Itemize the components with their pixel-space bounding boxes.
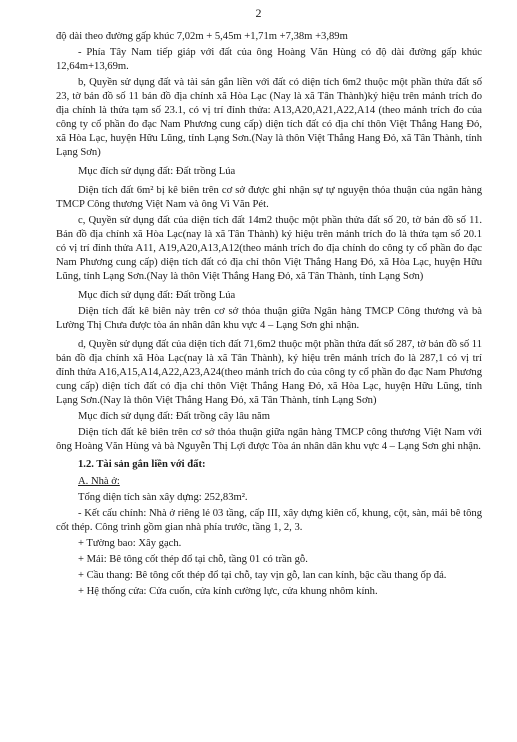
paragraph: - Kết cấu chính: Nhà ở riêng lẻ 03 tầng, cấp III, xây dựng kiên cố, khung, cột, sàn, mái bê tông cốt thép. Công trình gồm gian nhà phía trước, tầng 1, 2, 3. bbox=[56, 508, 482, 533]
paragraph: d, Quyền sử dụng đất của diện tích đất 71,6m2 thuộc một phần thửa đất số 287, tờ bản đồ số 11 bản đồ địa chính xã Hòa Lạc(nay là xã Tân Thành), ký hiệu trên mảnh trích đo là 287,1 có vị trí đỉnh thửa A16,A15,A14,A22,A23,A24(theo mảnh trích đo của công ty cổ phần đo đạc Nam Phương cung cấp) diện tích đất có địa chỉ thôn Việt Thắng Hang Đỏ, xã Hòa Lạc, huyện Hữu Lũng, tỉnh Lạng Sơn.(Nay là thôn Việt Thắng Hang Đỏ, xã Tân Thành, tỉnh Lạng Sơn) bbox=[56, 339, 482, 406]
paragraph: Diện tích đất kê biên trên cơ sở thỏa thuận giữa ngân hàng TMCP công thương Việt Nam với ông Hoàng Văn Hùng và bà Nguyễn Thị Lợi được Tòa án nhân dân khu vực 4 – Lạng Sơn ghi nhận. bbox=[56, 427, 482, 452]
paragraph: - Phía Tây Nam tiếp giáp với đất của ông Hoàng Văn Hùng có độ dài đường gấp khúc 12,64m+13,69m. bbox=[56, 47, 482, 72]
paragraph: + Hệ thống cửa: Cửa cuốn, cửa kính cường lực, cửa khung nhôm kính. bbox=[78, 586, 378, 597]
paragraph: Tổng diện tích sàn xây dựng: 252,83m². bbox=[78, 492, 248, 503]
paragraph: Diện tích đất 6m² bị kê biên trên cơ sở được ghi nhận sự tự nguyện thỏa thuận của ngân hàng TMCP Công thương Việt Nam và ông Vi Văn Pét. bbox=[56, 185, 482, 210]
paragraph: c, Quyền sử dụng đất của diện tích đất 14m2 thuộc một phần thửa đất số 20, tờ bản đồ số 11. Bản đồ địa chính xã Hòa Lạc(nay là xã Tân Thành) ký hiệu trên mảnh trích đo là thửa tạm số 20.1 có vị trí đỉnh thửa A11, A19,A20,A13,A12(theo mảnh trích đo địa chính do công ty cổ phần đo đạc Nam Phương cung cấp) diện tích đất có địa chỉ thôn Việt Thắng Hang Đỏ, xã Hòa Lạc, huyện Hữu Lũng, tỉnh Lạng Sơn.(Nay là thôn Việt Thắng Hang Đỏ, xã Tân Thành, tỉnh Lạng Sơn) bbox=[56, 215, 482, 282]
section-heading: 1.2. Tài sản gắn liền với đất: bbox=[78, 459, 206, 470]
document-body bbox=[56, 30, 482, 601]
paragraph: + Mái: Bê tông cốt thép đổ tại chỗ, tầng 01 có trần gỗ. bbox=[78, 554, 308, 565]
paragraph: b, Quyền sử dụng đất và tài sản gắn liền với đất có diện tích 6m2 thuộc một phần thửa đất số 23, tờ bản đồ số 11 bản đồ địa chính xã Hòa Lạc (Nay là xã Tân Thành)ký hiệu trên mảnh trích đo địa chính là thửa tạm số 23.1, có vị trí đỉnh thửa: A13,A20,A21,A22,A14 (theo mảnh trích đo của công ty cổ phần đo đạc Nam Phương cung cấp) diện tích đất có địa chỉ thôn Việt Thắng Hang Đỏ, xã Hòa Lạc, huyện Hữu Lũng, tỉnh Lạng Sơn.(Nay là thôn Việt Thắng Hang Đỏ, xã Tân Thành, tỉnh Lạng Sơn) bbox=[56, 77, 482, 158]
paragraph: + Tường bao: Xây gạch. bbox=[78, 538, 182, 549]
paragraph: Mục đích sử dụng đất: Đất trồng Lúa bbox=[78, 290, 236, 301]
paragraph: Mục đích sử dụng đất: Đất trồng Lúa bbox=[78, 166, 236, 177]
page-number: 2 bbox=[255, 6, 262, 20]
paragraph: độ dài theo đường gấp khúc 7,02m + 5,45m +1,71m +7,38m +3,89m bbox=[56, 31, 348, 42]
subsection-heading: A. Nhà ở: bbox=[78, 476, 120, 487]
paragraph: Mục đích sử dụng đất: Đất trồng cây lâu năm bbox=[78, 411, 270, 422]
paragraph: Diện tích đất kê biên này trên cơ sở thỏa thuận giữa Ngân hàng TMCP Công thương và bà Lường Thị Chưa được tòa án nhân dân khu vực 4 – Lạng Sơn ghi nhận. bbox=[56, 306, 482, 331]
paragraph: + Cầu thang: Bê tông cốt thép đổ tại chỗ, tay vịn gỗ, lan can kính, bậc cầu thang ốp đá. bbox=[78, 570, 447, 581]
